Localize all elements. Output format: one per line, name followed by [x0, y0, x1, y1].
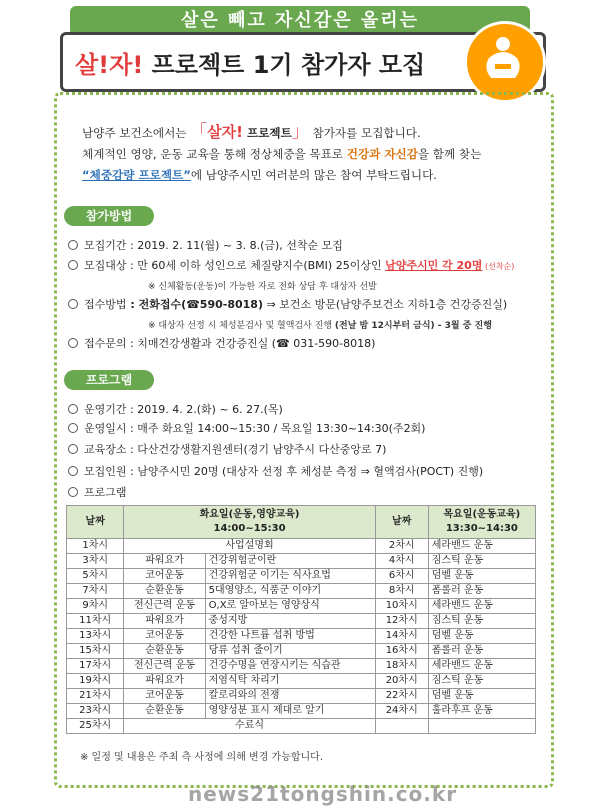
target-note-small: (선착순) — [482, 262, 515, 271]
title-box — [60, 32, 546, 92]
watermark: news21tongshin.co.kr — [188, 782, 458, 806]
section-apply-pill: 참가방법 — [64, 206, 154, 226]
row-inquiry — [68, 335, 375, 351]
title-black: 프로젝트 1기 참가자 모집 — [143, 51, 426, 79]
session-tuesday-nutrition: 건강한 나트륨 섭취 방법 — [205, 629, 375, 644]
row-people — [68, 463, 483, 479]
program-label: 프로그램 — [84, 486, 127, 499]
header-tuesday-title: 화요일(운동,영양교육) — [199, 509, 300, 520]
target-label: 모집대상 — [84, 259, 127, 272]
session-number: 7차시 — [67, 584, 124, 599]
session-thursday-exercise: 세라밴드 운동 — [428, 599, 535, 614]
inquiry-label: 접수문의 — [84, 337, 127, 350]
session-thursday-exercise: 덤벨 운동 — [428, 629, 535, 644]
session-number-thursday: 20차시 — [375, 674, 428, 689]
session-thursday-exercise: 짐스틱 운동 — [428, 554, 535, 569]
session-thursday-exercise: 폼롤러 운동 — [428, 644, 535, 659]
session-tuesday-nutrition: 저염식탁 차리기 — [205, 674, 375, 689]
session-thursday-exercise: 세라밴드 운동 — [428, 539, 535, 554]
period-value: : 2019. 2. 11(월) ~ 3. 8.(금), 선착순 모집 — [126, 239, 343, 252]
session-number: 23차시 — [67, 704, 124, 719]
session-number: 13차시 — [67, 629, 124, 644]
intro-highlight-red: 살자! — [207, 123, 243, 141]
session-tuesday-exercise: 파워요가 — [124, 614, 205, 629]
session-number: 1차시 — [67, 539, 124, 554]
table-row — [67, 539, 536, 554]
session-number: 25차시 — [67, 719, 124, 734]
header-tuesday — [124, 506, 375, 539]
session-tuesday-exercise: 코어운동 — [124, 689, 205, 704]
session-tuesday-nutrition: 중성지방 — [205, 614, 375, 629]
session-tuesday-exercise: 순환운동 — [124, 644, 205, 659]
table-row — [67, 674, 536, 689]
session-tuesday-exercise: 파워요가 — [124, 554, 205, 569]
table-row — [67, 719, 536, 734]
session-tuesday-exercise: 전신근력 운동 — [124, 659, 205, 674]
period-label: 모집기간 — [84, 239, 127, 252]
table-row — [67, 629, 536, 644]
people-label: 모집인원 — [84, 465, 127, 478]
header-thursday — [428, 506, 535, 539]
intro-line-2-pre: 체계적인 영양, 운동 교육을 통해 정상체중을 목표로 — [82, 147, 347, 161]
session-thursday-exercise: 짐스틱 운동 — [428, 614, 535, 629]
intro-text — [82, 122, 542, 186]
session-tuesday-nutrition: 건강위험군 이기는 식사요법 — [205, 569, 375, 584]
session-tuesday-exercise: 코어운동 — [124, 629, 205, 644]
table-row — [67, 659, 536, 674]
session-thursday-exercise — [428, 719, 535, 734]
session-tuesday-nutrition: 영양성분 표시 제대로 알기 — [205, 704, 375, 719]
intro-line-1-pre: 남양주 보건소에서는 — [82, 126, 191, 140]
bullet-icon — [68, 487, 78, 497]
intro-line-2 — [82, 144, 542, 165]
bullet-icon — [68, 404, 78, 414]
row-target — [68, 257, 514, 273]
session-number-thursday: 14차시 — [375, 629, 428, 644]
session-thursday-exercise: 짐스틱 운동 — [428, 674, 535, 689]
body-weight-icon — [464, 21, 546, 103]
session-tuesday-nutrition: 칼로리와의 전쟁 — [205, 689, 375, 704]
intro-line-1-post: 참가자를 모집합니다. — [308, 126, 421, 140]
bullet-icon — [68, 466, 78, 476]
apply-phone: : 전화접수(☎590-8018) — [126, 298, 263, 311]
apply-note-pre: ※ 대상자 선정 시 체성분검사 및 혈액검사 진행 — [148, 321, 335, 331]
header-date: 날짜 — [67, 506, 124, 539]
session-thursday-exercise: 훌라후프 운동 — [428, 704, 535, 719]
intro-highlight-orange: 건강과 자신감 — [346, 147, 418, 161]
intro-line-1 — [82, 122, 542, 144]
row-op-time — [68, 420, 425, 436]
session-thursday-exercise: 덤벨 운동 — [428, 569, 535, 584]
intro-bracket-close: 」 — [291, 122, 309, 142]
footer-note: ※ 일정 및 내용은 주최 측 사정에 의해 변경 가능합니다. — [80, 752, 324, 763]
session-tuesday-merged: 수료식 — [124, 719, 375, 734]
session-number: 5차시 — [67, 569, 124, 584]
session-tuesday-nutrition: 건강위험군이란 — [205, 554, 375, 569]
place-label: 교육장소 — [84, 443, 127, 456]
apply-value: ⇒ 보건소 방문(남양주보건소 지하1층 건강증진실) — [262, 298, 508, 311]
session-number-thursday: 4차시 — [375, 554, 428, 569]
table-row — [67, 584, 536, 599]
session-number-thursday: 6차시 — [375, 569, 428, 584]
apply-note-bold: (전날 밤 12시부터 금식) - 3월 중 진행 — [334, 321, 492, 331]
table-row — [67, 569, 536, 584]
session-number: 17차시 — [67, 659, 124, 674]
session-tuesday-nutrition: 건강수명을 연장시키는 식습관 — [205, 659, 375, 674]
target-note: ※ 신체활동(운동)이 가능한 자로 전화 상담 후 대상자 선발 — [148, 282, 377, 292]
session-thursday-exercise: 덤벨 운동 — [428, 689, 535, 704]
session-tuesday-exercise: 코어운동 — [124, 569, 205, 584]
op-time-label: 운영일시 — [84, 422, 127, 435]
op-period-label: 운영기간 — [84, 403, 127, 416]
people-value: : 남양주시민 20명 (대상자 선정 후 체성분 측정 ⇒ 혈액검사(POCT) 진행) — [126, 465, 484, 478]
inquiry-value: : 치매건강생활과 건강증진실 (☎ 031-590-8018) — [126, 337, 376, 350]
intro-line-2-post: 을 함께 찾는 — [417, 147, 482, 161]
row-apply — [68, 296, 507, 312]
table-header-row — [67, 506, 536, 539]
session-tuesday-merged: 사업설명회 — [124, 539, 375, 554]
header-tuesday-time: 14:00~15:30 — [213, 523, 286, 534]
bullet-icon — [68, 299, 78, 309]
intro-line-3-post: 에 남양주시민 여러분의 많은 참여 부탁드립니다. — [190, 168, 437, 182]
row-period — [68, 237, 343, 253]
session-number-thursday: 2차시 — [375, 539, 428, 554]
session-number: 15차시 — [67, 644, 124, 659]
session-number: 11차시 — [67, 614, 124, 629]
intro-highlight-bold: 프로젝트 — [243, 126, 292, 140]
place-value: : 다산건강생활지원센터(경기 남양주시 다산중앙로 7) — [126, 443, 387, 456]
row-op-period — [68, 401, 283, 417]
session-number-thursday: 18차시 — [375, 659, 428, 674]
row-program — [68, 484, 127, 500]
apply-label: 접수방법 — [84, 298, 127, 311]
row-place — [68, 441, 386, 457]
session-number-thursday — [375, 719, 428, 734]
session-number-thursday: 10차시 — [375, 599, 428, 614]
table-row — [67, 689, 536, 704]
header-date-2: 날짜 — [375, 506, 428, 539]
session-number: 21차시 — [67, 689, 124, 704]
bullet-icon — [68, 423, 78, 433]
bullet-icon — [68, 240, 78, 250]
bullet-icon — [68, 260, 78, 270]
target-highlight: 남양주시민 각 20명 — [385, 259, 483, 272]
page-title — [75, 45, 425, 80]
session-tuesday-exercise: 순환운동 — [124, 704, 205, 719]
session-tuesday-nutrition: O,X로 알아보는 영양상식 — [205, 599, 375, 614]
header-thursday-time: 13:30~14:30 — [445, 523, 518, 534]
session-tuesday-exercise: 전신근력 운동 — [124, 599, 205, 614]
session-number: 19차시 — [67, 674, 124, 689]
session-number-thursday: 8차시 — [375, 584, 428, 599]
intro-highlight-blue: “체중감량 프로젝트” — [82, 168, 191, 182]
intro-bracket-open: 「 — [190, 122, 208, 142]
bullet-icon — [68, 444, 78, 454]
section-program-pill: 프로그램 — [64, 370, 154, 390]
session-number: 3차시 — [67, 554, 124, 569]
session-thursday-exercise: 폼롤러 운동 — [428, 584, 535, 599]
session-tuesday-exercise: 순환운동 — [124, 584, 205, 599]
table-row — [67, 614, 536, 629]
schedule-table — [66, 505, 536, 734]
table-row — [67, 599, 536, 614]
session-number-thursday: 22차시 — [375, 689, 428, 704]
top-banner: 살은 빼고 자신감은 올리는 — [70, 6, 530, 36]
table-row — [67, 704, 536, 719]
session-thursday-exercise: 세라밴드 운동 — [428, 659, 535, 674]
op-time-value: : 매주 화요일 14:00~15:30 / 목요일 13:30~14:30(주2회) — [126, 422, 426, 435]
session-tuesday-nutrition: 5대영양소, 식품군 이야기 — [205, 584, 375, 599]
table-row — [67, 644, 536, 659]
session-tuesday-nutrition: 당류 섭취 줄이기 — [205, 644, 375, 659]
session-tuesday-exercise: 파워요가 — [124, 674, 205, 689]
apply-note — [148, 318, 492, 331]
table-row — [67, 554, 536, 569]
bullet-icon — [68, 338, 78, 348]
header-thursday-title: 목요일(운동교육) — [443, 509, 521, 520]
target-value: : 만 60세 이하 성인으로 체질량지수(BMI) 25이상인 — [126, 259, 386, 272]
session-number-thursday: 16차시 — [375, 644, 428, 659]
op-period-value: : 2019. 4. 2.(화) ~ 6. 27.(목) — [126, 403, 283, 416]
intro-line-3 — [82, 165, 542, 186]
session-number-thursday: 24차시 — [375, 704, 428, 719]
session-number: 9차시 — [67, 599, 124, 614]
title-red: 살!자! — [75, 51, 144, 79]
session-number-thursday: 12차시 — [375, 614, 428, 629]
